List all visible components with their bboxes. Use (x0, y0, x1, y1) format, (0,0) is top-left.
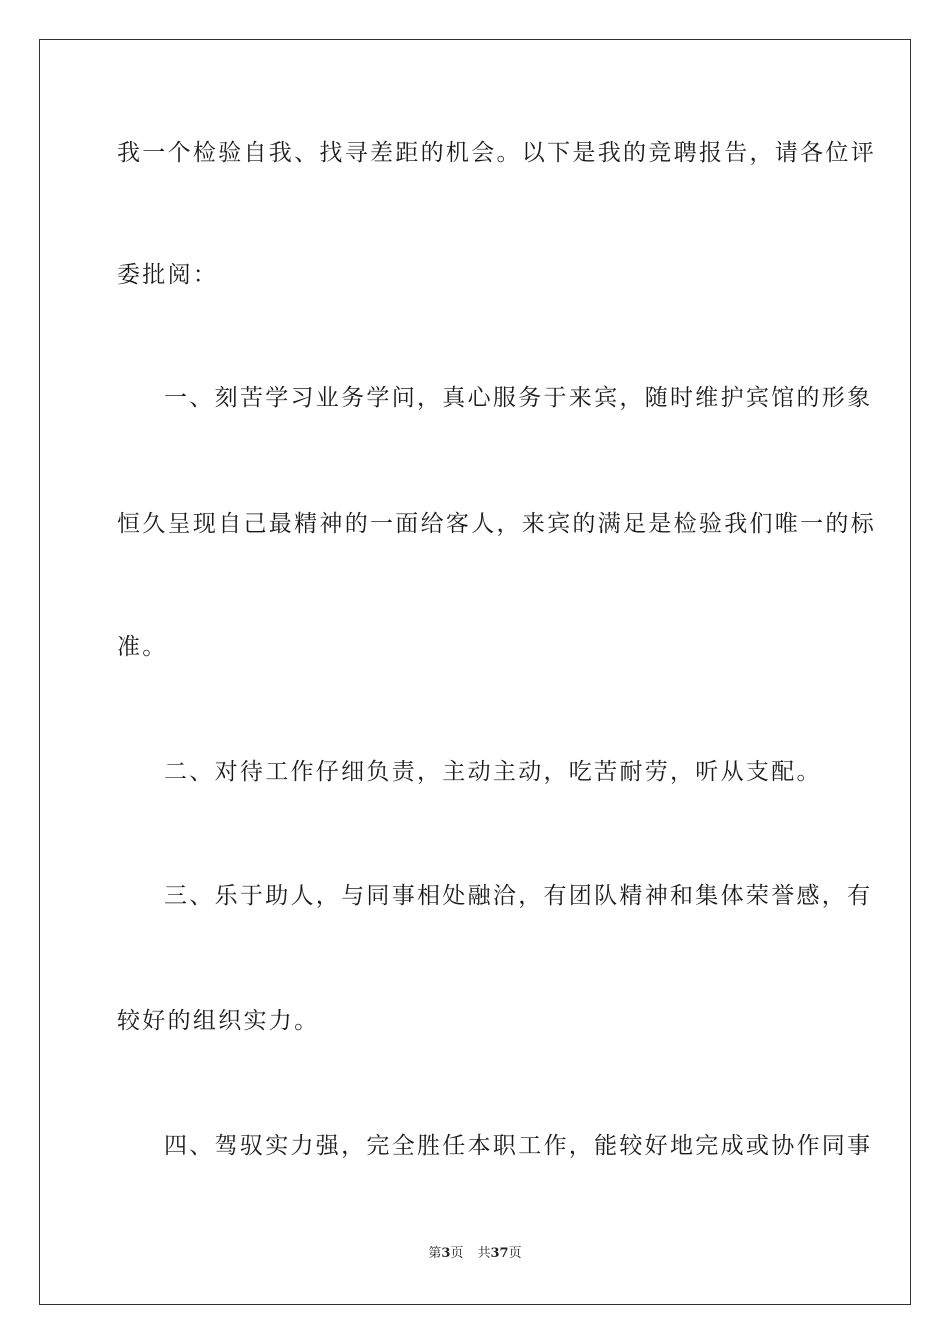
page-footer (0, 1246, 950, 1262)
body-line-4: 恒久呈现自己最精神的一面给客人，来宾的满足是检验我们唯一的标 (117, 511, 876, 537)
body-line-6: 二、对待工作仔细负责，主动主动，吃苦耐劳，听从支配。 (164, 759, 822, 785)
footer-page-number: 3 (441, 1246, 451, 1261)
footer-page-prefix: 第 (428, 1246, 442, 1261)
body-line-5: 准。 (117, 634, 168, 660)
footer-total-suffix: 页 (508, 1246, 522, 1261)
footer-total-pages: 37 (490, 1246, 509, 1261)
body-line-9: 四、驾驭实力强，完全胜任本职工作，能较好地完成或协作同事 (164, 1133, 873, 1159)
body-line-2: 委批阅： (117, 262, 219, 288)
body-line-8: 较好的组织实力。 (117, 1008, 320, 1034)
body-line-7: 三、乐于助人，与同事相处融洽，有团队精神和集体荣誉感，有 (164, 883, 873, 909)
footer-total-prefix: 共 (477, 1246, 491, 1261)
footer-page-suffix: 页 (450, 1246, 464, 1261)
body-line-3: 一、刻苦学习业务学问，真心服务于来宾，随时维护宾馆的形象 (164, 385, 873, 411)
body-line-1: 我一个检验自我、找寻差距的机会。以下是我的竞聘报告，请各位评 (117, 140, 876, 166)
page-border (39, 39, 911, 1305)
